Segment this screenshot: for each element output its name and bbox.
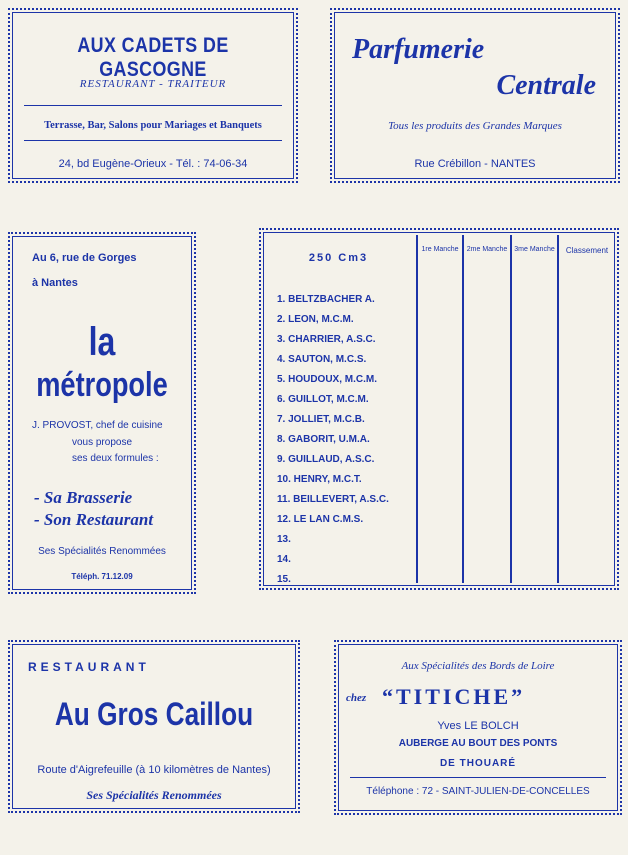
ad-titiche-phone: Téléphone : 72 - SAINT-JULIEN-DE-CONCELLES: [366, 786, 590, 797]
ad-titiche-place: DE THOUARÉ: [439, 758, 517, 769]
ad-parfumerie-tagline: Tous les produits des Grandes Marques: [388, 120, 562, 132]
ad-parfumerie-title-line1: Parfumerie: [352, 34, 485, 65]
ad-metropole-formules: ses deux formules :: [72, 453, 159, 464]
ad-cadets-de-gascogne: [8, 8, 298, 183]
ad-metropole-address-line1: Au 6, rue de Gorges: [32, 252, 137, 264]
ad-titiche-intro: Aux Spécialités des Bords de Loire: [401, 660, 555, 672]
rider-row: 7. JOLLIET, M.C.B.: [277, 414, 365, 425]
column-divider: [557, 235, 559, 583]
header-classement: Classement: [565, 246, 609, 255]
rider-row: 11. BEILLEVERT, A.S.C.: [277, 494, 389, 505]
rider-row: 6. GUILLOT, M.C.M.: [277, 394, 369, 405]
ad-caillou-route: Route d'Aigrefeuille (à 10 kilomètres de Nantes): [37, 764, 271, 776]
ad-metropole-specialites: Ses Spécialités Renommées: [38, 546, 166, 557]
rider-row: 2. LEON, M.C.M.: [277, 314, 354, 325]
divider: [24, 105, 282, 106]
ad-la-metropole: [8, 232, 196, 594]
results-table-250cm3: [259, 228, 619, 590]
rider-row: 12. LE LAN C.M.S.: [277, 514, 364, 525]
rider-row: 1. BELTZBACHER A.: [277, 294, 375, 305]
ad-metropole-brasserie: - Sa Brasserie: [34, 488, 133, 507]
ad-cadets-services: Terrasse, Bar, Salons pour Mariages et Banquets: [44, 120, 262, 131]
rider-row: 4. SAUTON, M.C.S.: [277, 354, 367, 365]
ad-caillou-specialites: Ses Spécialités Renommées: [86, 788, 222, 802]
ad-metropole-name-la: la: [88, 320, 116, 364]
rider-row: 14.: [277, 554, 291, 565]
ad-metropole-chef: J. PROVOST, chef de cuisine: [32, 420, 163, 431]
ad-cadets-name: AUX CADETS DE GASCOGNE: [77, 34, 229, 81]
ad-parfumerie-title-line2: Centrale: [496, 70, 596, 101]
ad-cadets-address: 24, bd Eugène-Orieux - Tél. : 74-06-34: [58, 158, 248, 170]
header-manche-1: 1re Manche: [421, 246, 459, 253]
ad-metropole-phone: Téléph. 71.12.09: [71, 572, 133, 581]
ad-cadets-subtitle: RESTAURANT - TRAITEUR: [79, 78, 227, 90]
column-divider: [510, 235, 512, 583]
divider: [24, 140, 282, 141]
header-manche-3: 3me Manche: [514, 246, 555, 253]
ad-titiche-auberge: AUBERGE AU BOUT DES PONTS: [398, 738, 558, 749]
ad-caillou-name: Au Gros Caillou: [54, 696, 254, 732]
ad-parfumerie-address: Rue Crébillon - NANTES: [414, 158, 536, 170]
column-divider: [462, 235, 464, 583]
ad-metropole-propose: vous propose: [71, 437, 133, 448]
rider-row: 3. CHARRIER, A.S.C.: [277, 334, 376, 345]
ad-titiche: [334, 640, 622, 815]
rider-row: 10. HENRY, M.C.T.: [277, 474, 362, 485]
rider-row: 8. GABORIT, U.M.A.: [277, 434, 370, 445]
rider-row: 13.: [277, 534, 291, 545]
ad-metropole-name: métropole: [36, 366, 168, 404]
header-manche-2: 2me Manche: [466, 246, 508, 253]
ad-caillou-label: RESTAURANT: [28, 660, 150, 674]
rider-row: 9. GUILLAUD, A.S.C.: [277, 454, 375, 465]
ad-au-gros-caillou: [8, 640, 300, 813]
ad-titiche-name: “TITICHE”: [382, 684, 526, 709]
ad-titiche-chez: chez: [346, 692, 367, 704]
results-category: 250 Cm3: [308, 252, 369, 264]
rider-row: 5. HOUDOUX, M.C.M.: [277, 374, 378, 385]
ad-metropole-restaurant: - Son Restaurant: [34, 510, 154, 529]
ad-parfumerie-centrale: [330, 8, 620, 183]
ad-titiche-owner: Yves LE BOLCH: [437, 720, 519, 732]
column-divider: [416, 235, 418, 583]
divider: [350, 777, 606, 778]
ad-metropole-address-line2: à Nantes: [32, 277, 78, 289]
rider-row: 15.: [277, 574, 291, 585]
